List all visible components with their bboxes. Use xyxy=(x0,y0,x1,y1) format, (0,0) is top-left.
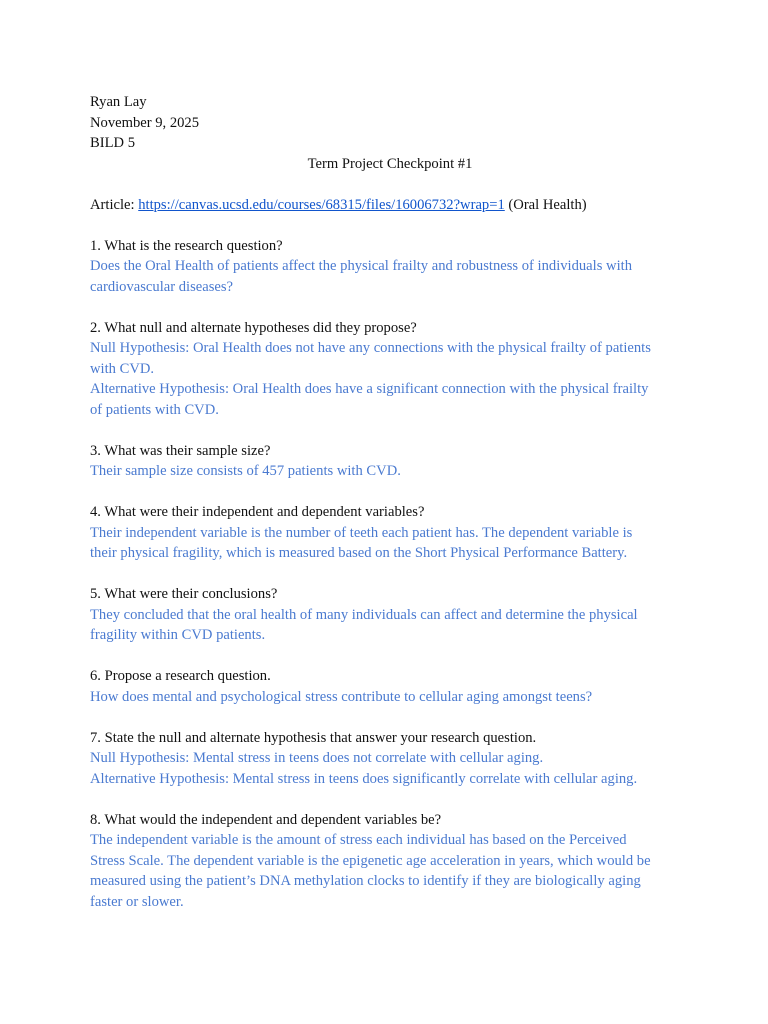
question-text: 4. What were their independent and dependent variables? xyxy=(90,504,425,520)
spacer xyxy=(90,564,690,585)
spacer xyxy=(90,297,690,318)
answer-text: with CVD. xyxy=(90,360,155,377)
document-body xyxy=(90,92,690,912)
question-text: 1. What is the research question? xyxy=(90,237,283,254)
answer-text: Null Hypothesis: Oral Health does not have any connections with the physical frailty of patients xyxy=(90,340,651,356)
answer-text: Does the Oral Health of patients affect the physical frailty and robustness of individuals with xyxy=(90,258,632,274)
question-block xyxy=(90,810,690,913)
answer-text: How does mental and psychological stress contribute to cellular aging amongst teens? xyxy=(90,688,593,705)
question-block xyxy=(90,666,690,707)
question-block xyxy=(90,584,690,646)
question-text: 8. What would the independent and dependent variables be? xyxy=(90,811,442,828)
question-block xyxy=(90,236,690,298)
spacer xyxy=(90,420,690,441)
question-block xyxy=(90,502,690,564)
article-note: (Oral Health) xyxy=(508,196,587,213)
answer-text: Alternative Hypothesis: Oral Health does have a significant connection with the physical frailty xyxy=(90,381,649,397)
answer-text: Their sample size consists of 457 patients with CVD. xyxy=(90,463,401,479)
document-title: Term Project Checkpoint #1 xyxy=(307,155,473,172)
author-name: Ryan Lay xyxy=(90,94,147,110)
answer-text: measured using the patient’s DNA methylation clocks to identify if they are biologically aging xyxy=(90,873,641,889)
question-text: 6. Propose a research question. xyxy=(90,668,271,684)
spacer xyxy=(90,174,690,195)
question-text: 5. What were their conclusions? xyxy=(90,586,278,602)
question-block xyxy=(90,728,690,790)
question-text: 7. State the null and alternate hypothesis that answer your research question. xyxy=(90,729,537,746)
spacer xyxy=(90,482,690,503)
spacer xyxy=(90,789,690,810)
answer-text: Alternative Hypothesis: Mental stress in teens does significantly correlate with cellular aging. xyxy=(90,770,638,787)
answer-text: They concluded that the oral health of many individuals can affect and determine the physical xyxy=(90,606,638,623)
spacer xyxy=(90,707,690,728)
answer-text: fragility within CVD patients. xyxy=(90,627,266,643)
answer-text: Their independent variable is the number of teeth each patient has. The dependent variable is xyxy=(90,524,633,541)
question-text: 2. What null and alternate hypotheses did they propose? xyxy=(90,319,417,336)
answer-text: their physical fragility, which is measured based on the Short Physical Performance Battery. xyxy=(90,545,628,561)
question-text: 3. What was their sample size? xyxy=(90,442,271,459)
article-link[interactable]: https://canvas.ucsd.edu/courses/68315/files/16006732?wrap=1 xyxy=(138,196,505,213)
spacer xyxy=(90,215,690,236)
question-list xyxy=(90,215,690,912)
answer-text: The independent variable is the amount of stress each individual has based on the Perceived xyxy=(90,832,627,848)
answer-text: faster or slower. xyxy=(90,893,184,910)
article-label: Article: xyxy=(90,196,135,213)
article-reference xyxy=(90,195,690,216)
question-block xyxy=(90,318,690,421)
course-code: BILD 5 xyxy=(90,135,135,151)
document-date: November 9, 2025 xyxy=(90,114,200,131)
answer-text: Null Hypothesis: Mental stress in teens does not correlate with cellular aging. xyxy=(90,750,544,766)
answer-text: Stress Scale. The dependent variable is the epigenetic age acceleration in years, which would be xyxy=(90,852,651,869)
question-block xyxy=(90,441,690,482)
answer-text: cardiovascular diseases? xyxy=(90,278,234,295)
answer-text: of patients with CVD. xyxy=(90,401,219,418)
spacer xyxy=(90,646,690,667)
